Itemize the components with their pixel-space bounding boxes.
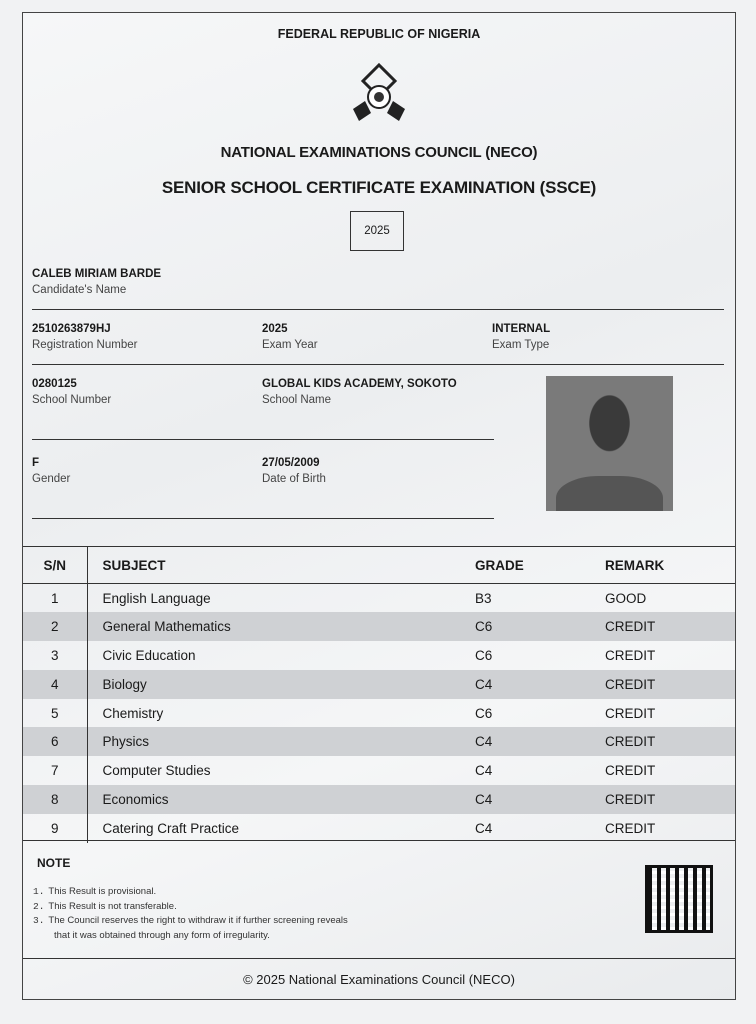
gender-field xyxy=(32,457,70,485)
grade-cell: C4 xyxy=(475,763,493,779)
sn-cell: 5 xyxy=(23,699,87,728)
remark-cell: CREDIT xyxy=(605,763,656,779)
registration-number: 2510263879HJ xyxy=(32,323,111,335)
year-box: 2025 xyxy=(350,211,404,251)
school-number-label: School Number xyxy=(32,394,112,406)
exam-year-field xyxy=(262,323,318,351)
table-row xyxy=(23,727,735,756)
divider xyxy=(32,364,724,365)
note-number: 2. xyxy=(33,900,45,912)
grade-cell: C4 xyxy=(475,670,605,699)
date-of-birth: 27/05/2009 xyxy=(262,457,320,469)
grade-cell: C4 xyxy=(475,727,605,756)
qr-code xyxy=(645,865,713,933)
candidate-photo xyxy=(546,376,673,511)
note-item xyxy=(33,900,348,915)
subject-cell: Biology xyxy=(87,670,475,699)
table-row xyxy=(23,641,735,670)
subject-cell: Chemistry xyxy=(102,705,164,721)
sn-cell: 8 xyxy=(23,785,87,814)
grade-cell: C6 xyxy=(475,705,493,721)
sn-cell: 6 xyxy=(23,727,87,756)
candidate-name-field xyxy=(32,268,161,296)
subject-cell: Catering Craft Practice xyxy=(102,820,240,836)
exam-type-field xyxy=(492,323,550,351)
sn-cell: 7 xyxy=(23,756,87,785)
table-header xyxy=(23,547,735,584)
grade-cell: C4 xyxy=(475,785,605,814)
registration-field xyxy=(32,323,137,351)
table-row xyxy=(23,584,735,613)
remark-cell: CREDIT xyxy=(605,612,735,641)
remark-cell: CREDIT xyxy=(605,705,656,721)
exam-title: SENIOR SCHOOL CERTIFICATE EXAMINATION (SSCE) xyxy=(161,178,597,197)
note-number: 1. xyxy=(33,886,45,897)
header-remark: REMARK xyxy=(605,547,735,584)
sn-cell: 3 xyxy=(23,641,87,670)
remark-cell: CREDIT xyxy=(605,820,656,836)
subject-cell: Computer Studies xyxy=(102,763,211,779)
gender-label: Gender xyxy=(32,473,71,485)
subject-cell: Economics xyxy=(87,785,475,814)
school-number-field xyxy=(32,378,111,406)
header-sn: S/N xyxy=(23,547,87,584)
grade-cell: C6 xyxy=(475,612,605,641)
note-text: that it was obtained through any form of irregularity. xyxy=(54,929,270,941)
exam-year-label: Exam Year xyxy=(262,339,318,351)
council-title: NATIONAL EXAMINATIONS COUNCIL (NECO) xyxy=(220,144,538,161)
country-title: FEDERAL REPUBLIC OF NIGERIA xyxy=(277,27,481,41)
note-item xyxy=(33,929,348,944)
results-table xyxy=(23,546,735,843)
subject-cell: Physics xyxy=(87,727,475,756)
table-row xyxy=(23,699,735,728)
remark-cell: CREDIT xyxy=(605,647,656,663)
gender: F xyxy=(32,457,40,469)
candidate-name: CALEB MIRIAM BARDE xyxy=(32,268,162,280)
footer: © 2025 National Examinations Council (NECO) xyxy=(23,958,735,1000)
school-number: 0280125 xyxy=(32,378,77,390)
exam-type-label: Exam Type xyxy=(492,339,550,351)
note-list xyxy=(33,885,348,943)
neco-logo xyxy=(351,63,407,125)
note-text: This Result is not transferable. xyxy=(48,900,177,912)
grade-cell: B3 xyxy=(475,590,492,606)
subject-cell: Civic Education xyxy=(102,647,196,663)
remark-cell: CREDIT xyxy=(605,670,735,699)
subject-cell: General Mathematics xyxy=(87,612,475,641)
note-number: 3. xyxy=(33,915,45,926)
remark-cell: GOOD xyxy=(605,590,647,606)
grade-cell: C4 xyxy=(475,820,493,836)
divider xyxy=(32,439,494,440)
table-row xyxy=(23,814,735,843)
note-text: This Result is provisional. xyxy=(48,886,157,897)
subject-cell: English Language xyxy=(102,590,211,606)
exam-year: 2025 xyxy=(262,323,288,335)
table-row xyxy=(23,756,735,785)
remark-cell: CREDIT xyxy=(605,785,735,814)
sn-cell: 4 xyxy=(23,670,87,699)
table-row xyxy=(23,670,735,699)
note-item xyxy=(33,885,348,900)
remark-cell: CREDIT xyxy=(605,727,735,756)
exam-type: INTERNAL xyxy=(492,323,551,335)
divider xyxy=(32,518,494,519)
header-grade: GRADE xyxy=(475,547,605,584)
table-row xyxy=(23,785,735,814)
divider xyxy=(32,309,724,310)
dob-label: Date of Birth xyxy=(262,473,326,485)
note-item xyxy=(33,914,348,929)
note-text: The Council reserves the right to withdraw it if further screening reveals xyxy=(48,915,348,926)
sn-cell: 9 xyxy=(23,814,87,843)
candidate-name-label: Candidate's Name xyxy=(32,284,127,296)
school-name-label: School Name xyxy=(262,394,332,406)
registration-label: Registration Number xyxy=(32,339,138,351)
sn-cell: 1 xyxy=(23,584,87,613)
dob-field xyxy=(262,457,326,485)
grade-cell: C6 xyxy=(475,647,493,663)
school-name: GLOBAL KIDS ACADEMY, SOKOTO xyxy=(262,378,457,390)
result-slip xyxy=(22,12,736,1000)
table-row xyxy=(23,612,735,641)
divider xyxy=(23,840,735,841)
note-title: NOTE xyxy=(37,856,71,870)
sn-cell: 2 xyxy=(23,612,87,641)
header-subject: SUBJECT xyxy=(87,547,475,584)
school-name-field xyxy=(262,378,457,406)
